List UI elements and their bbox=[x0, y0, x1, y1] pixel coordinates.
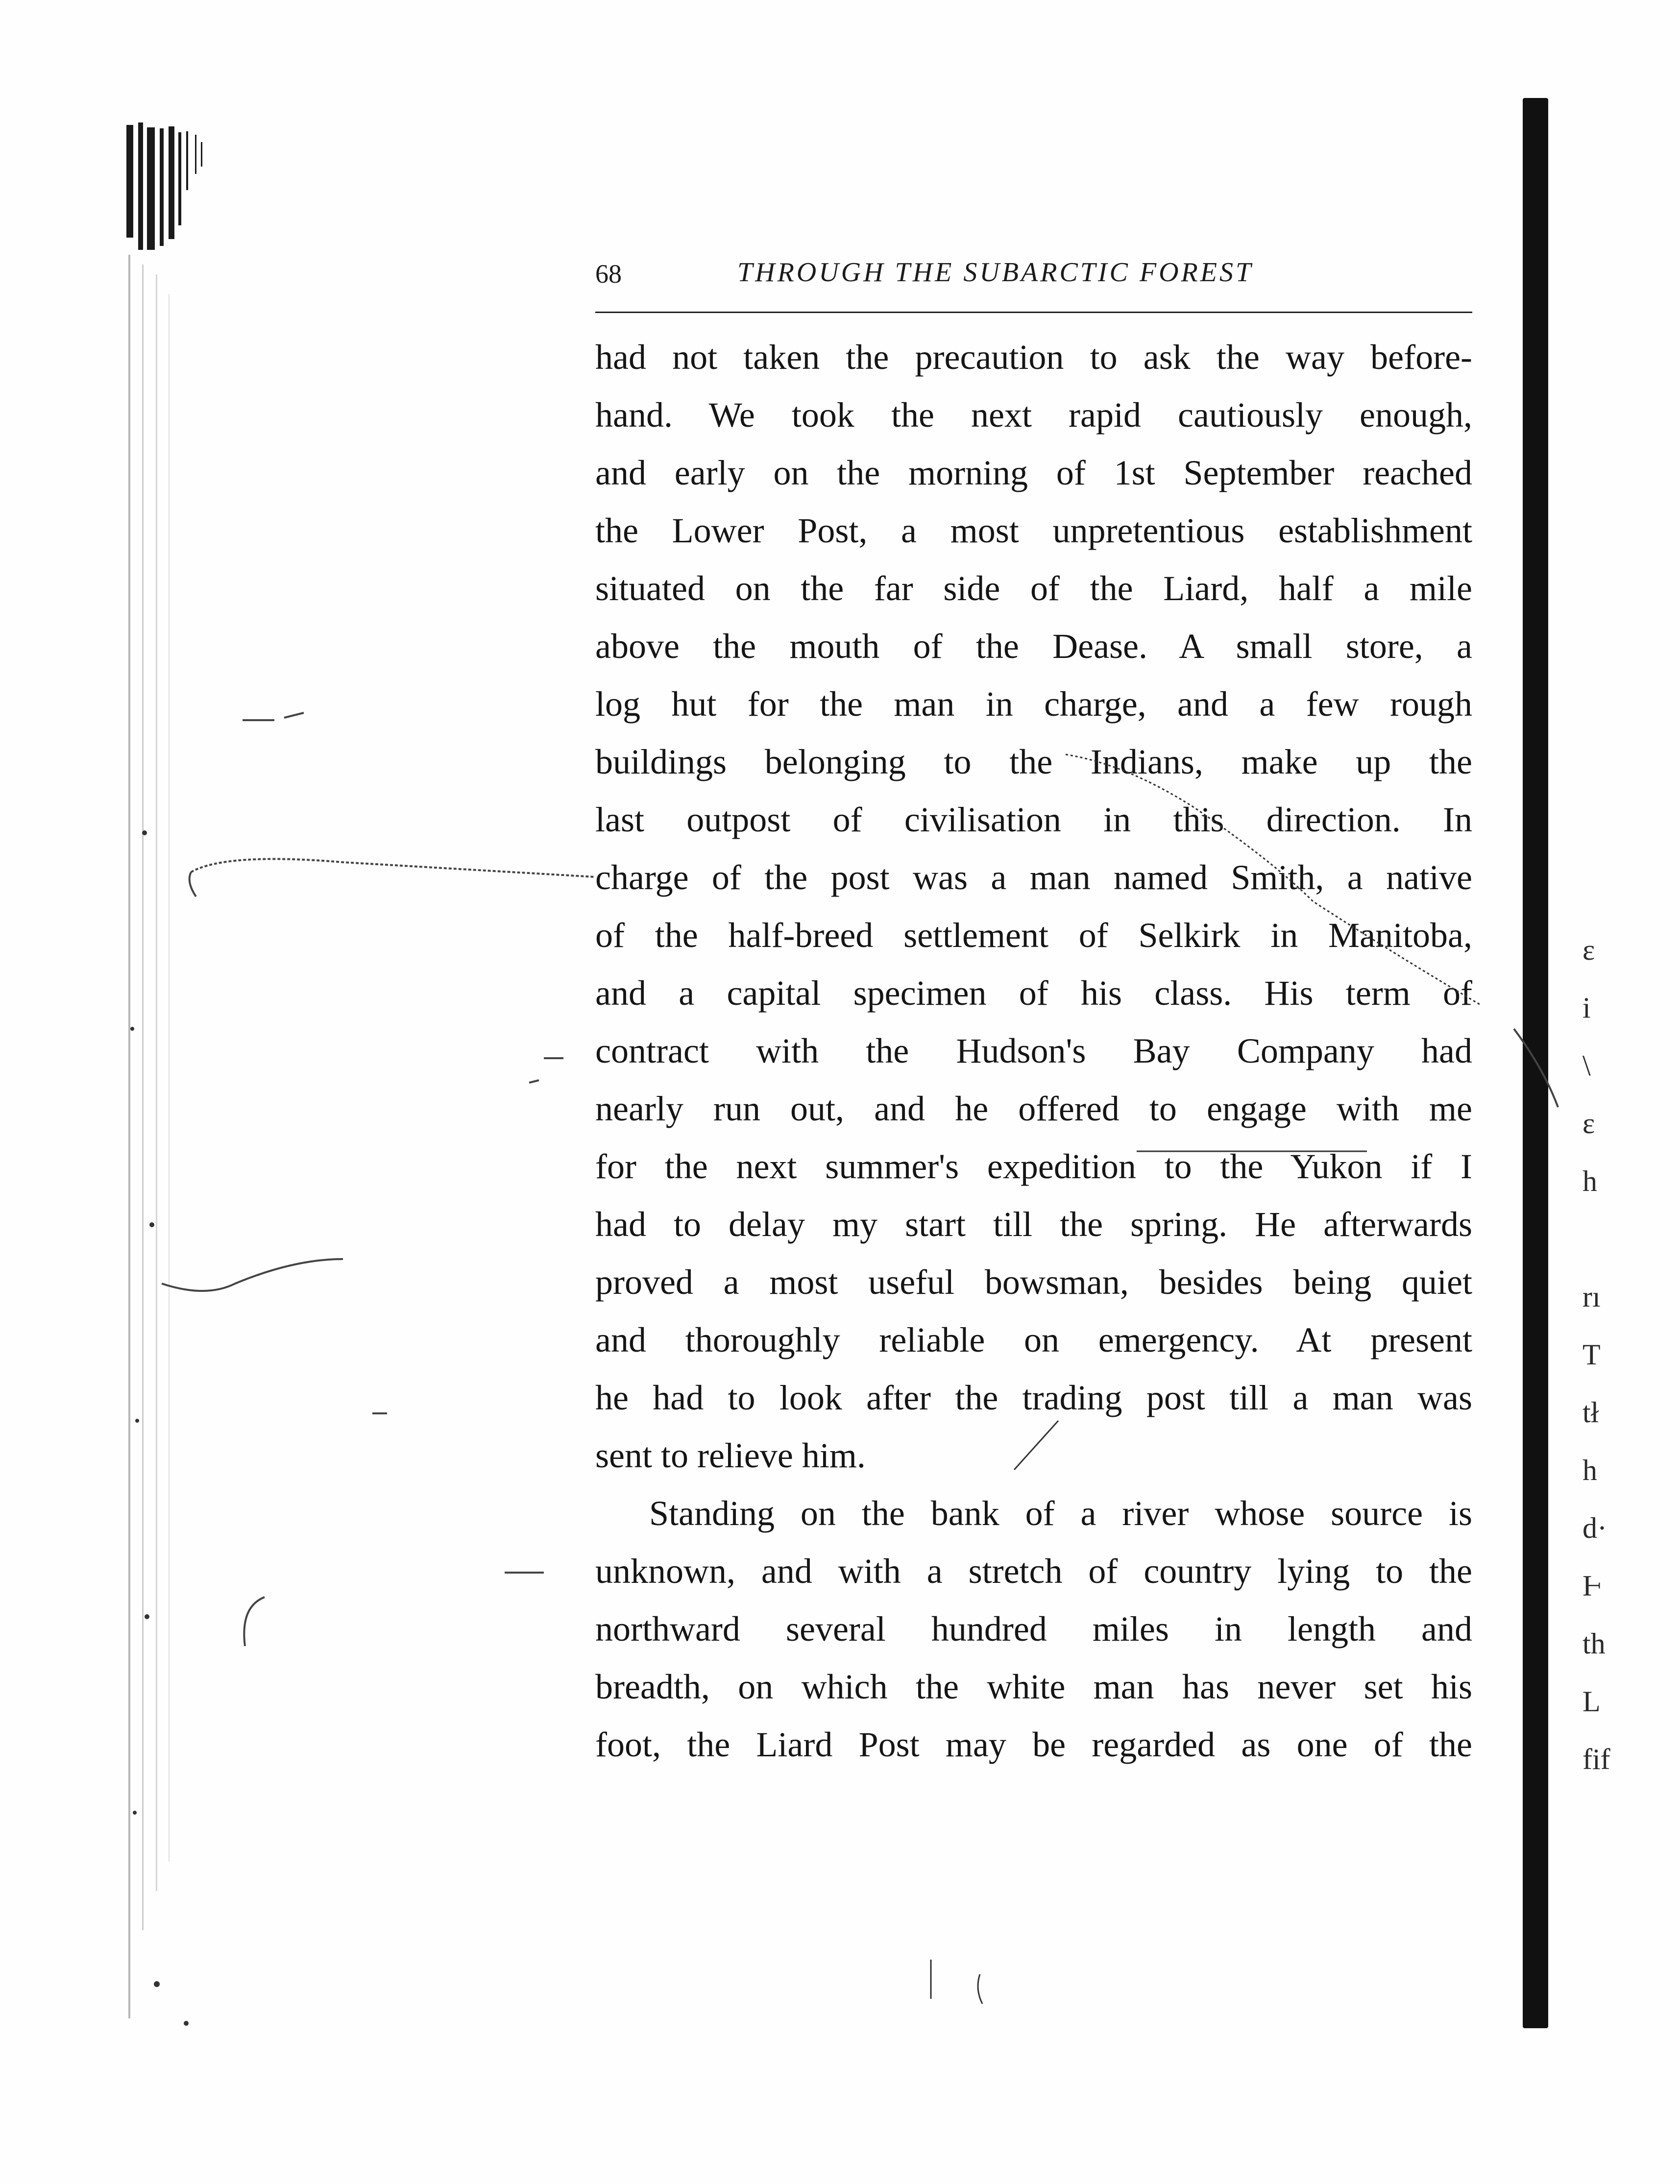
bleed-fragment: \ bbox=[1583, 1049, 1591, 1082]
bleed-fragment bbox=[1583, 1210, 1641, 1268]
binding-speckle bbox=[128, 255, 189, 2026]
paragraph-1 bbox=[595, 328, 1472, 1484]
bleed-fragment: tł bbox=[1583, 1396, 1599, 1429]
bleed-fragment: h bbox=[1583, 1454, 1597, 1486]
text-line: hand. We took the next rapid cautiously enough, bbox=[595, 395, 1472, 435]
bleed-fragment: rı bbox=[1583, 1281, 1601, 1313]
text-line: and early on the morning of 1st September reached bbox=[595, 453, 1472, 492]
bleed-fragment: Ⱶ bbox=[1583, 1570, 1602, 1602]
text-line: charge of the post was a man named Smith, a native bbox=[595, 858, 1472, 897]
text-line: proved a most useful bowsman, besides being quiet bbox=[595, 1262, 1472, 1302]
bleed-fragment: ɛ bbox=[1583, 1107, 1595, 1140]
binding-shadow-bar bbox=[1523, 98, 1548, 2028]
bleed-fragment: fif bbox=[1583, 1743, 1610, 1775]
text-line: had not taken the precaution to ask the way before- bbox=[595, 338, 1472, 377]
text-line: sent to relieve him. bbox=[595, 1436, 866, 1475]
bleed-fragment: T bbox=[1583, 1338, 1601, 1371]
text-line: nearly run out, and he offered to engage with me bbox=[595, 1089, 1472, 1128]
header-rule bbox=[595, 312, 1472, 313]
page-number: 68 bbox=[595, 259, 622, 289]
text-line: for the next summer's expedition to the Yukon if I bbox=[595, 1147, 1472, 1186]
text-line: log hut for the man in charge, and a few rough bbox=[595, 684, 1472, 724]
page-header bbox=[595, 255, 1472, 309]
body-text bbox=[595, 328, 1472, 1773]
text-line: and a capital specimen of his class. His term of bbox=[595, 973, 1472, 1013]
text-line: had to delay my start till the spring. He afterwards bbox=[595, 1205, 1472, 1244]
text-line: foot, the Liard Post may be regarded as one of the bbox=[595, 1725, 1472, 1764]
running-title: THROUGH THE SUBARCTIC FOREST bbox=[737, 257, 1254, 288]
text-line: of the half-breed settlement of Selkirk in Manitoba, bbox=[595, 916, 1472, 955]
text-line: Standing on the bank of a river whose source is bbox=[649, 1494, 1472, 1533]
bleed-fragment: L bbox=[1583, 1685, 1601, 1718]
text-line: unknown, and with a stretch of country lying to the bbox=[595, 1552, 1472, 1591]
text-line: situated on the far side of the Liard, half a mile bbox=[595, 569, 1472, 608]
text-line: last outpost of civilisation in this direction. In bbox=[595, 800, 1472, 839]
paragraph-2 bbox=[595, 1484, 1472, 1773]
text-line: contract with the Hudson's Bay Company had bbox=[595, 1031, 1472, 1070]
bleed-fragment: ɛ bbox=[1583, 934, 1595, 966]
text-line: buildings belonging to the Indians, make up the bbox=[595, 742, 1472, 781]
bleed-fragment: th bbox=[1583, 1627, 1606, 1660]
text-line: above the mouth of the Dease. A small store, a bbox=[595, 627, 1472, 666]
text-line: the Lower Post, a most unpretentious establishment bbox=[595, 511, 1472, 550]
text-line: breadth, on which the white man has never set his bbox=[595, 1667, 1472, 1706]
text-line: he had to look after the trading post till a man was bbox=[595, 1378, 1472, 1417]
bleed-fragment: h bbox=[1583, 1165, 1597, 1197]
binding-edge-marks bbox=[126, 122, 202, 250]
text-line: and thoroughly reliable on emergency. At present bbox=[595, 1320, 1472, 1359]
text-line: northward several hundred miles in length and bbox=[595, 1609, 1472, 1649]
facing-page-bleed bbox=[1583, 921, 1641, 1788]
bleed-fragment: i bbox=[1583, 992, 1591, 1024]
bleed-fragment: d· bbox=[1583, 1512, 1607, 1544]
